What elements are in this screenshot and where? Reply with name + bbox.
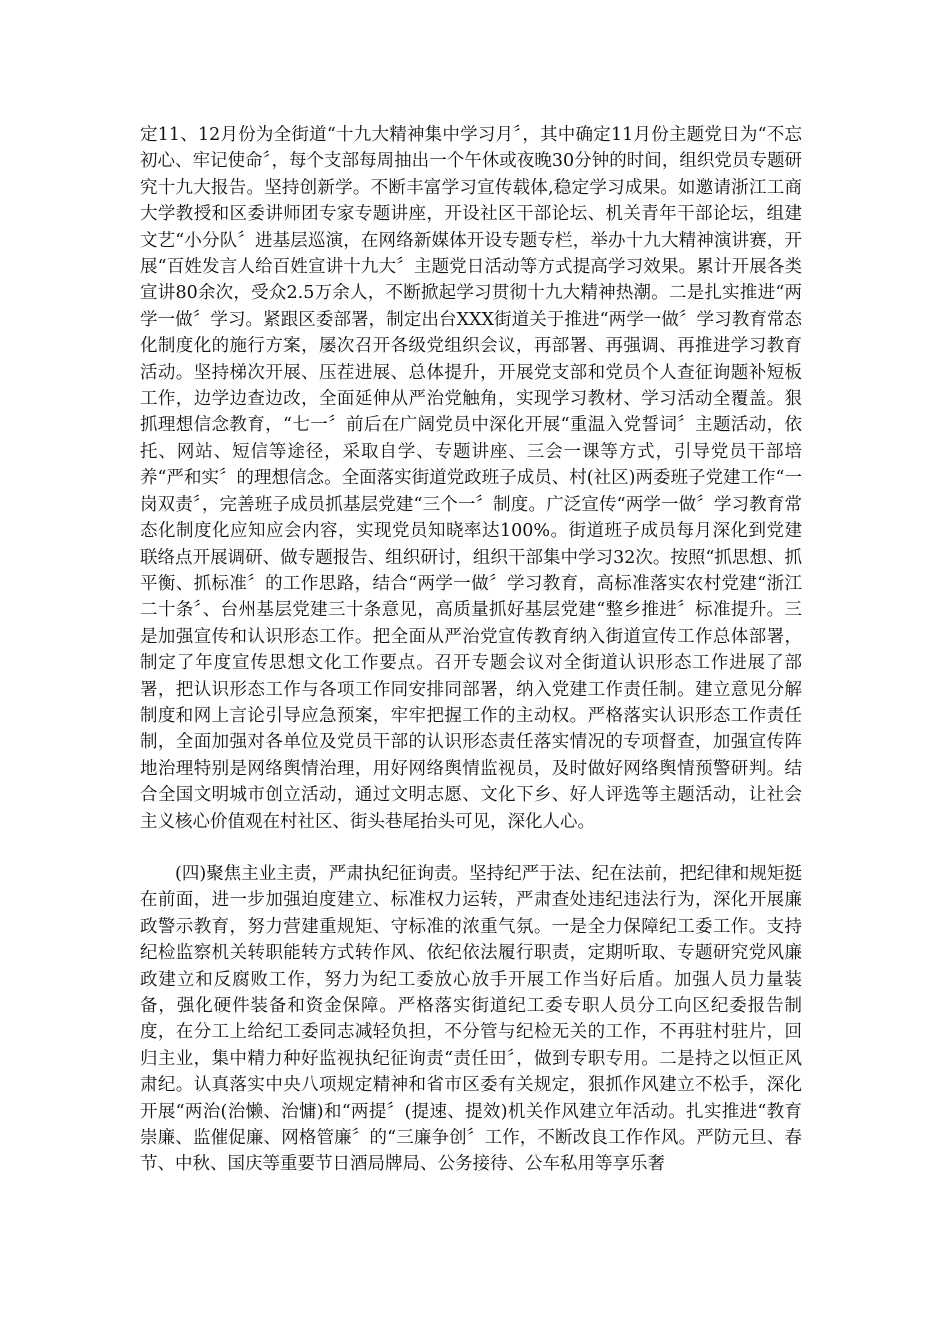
- paragraph-discipline-inspection: (四)聚焦主业主责，严肃执纪征询责。坚持纪严于法、纪在法前，把纪律和规矩挺在前面，进一步加强迫度建立、标准权力运转，严肃查处违纪违法行为，深化开展廉政警示教育，努力营建重规矩、守标准的浓重气氛。一是全力保障纪工委工作。支持纪检监察机关转职能转方式转作风、依纪依法履行职责，定期听取、专题研究党风廉政建立和反腐败工作，努力为纪工委放心放手开展工作当好后盾。加强人员力量装备，强化硬件装备和资金保障。严格落实街道纪工委专职人员分工向区纪委报告制度，在分工上给纪工委同志减轻负担，不分管与纪检无关的工作，不再驻村驻片，回归主业，集中精力种好监视执纪征询责“责任田〞，做到专职专用。二是持之以恒正风肃纪。认真落实中央八项规定精神和省市区委有关规定，狠抓作风建立不松手，深化开展“两治(治懒、治慵)和“两提〞(提速、提效)机关作风建立年活动。扎实推进“教育崇廉、监催促廉、网格管廉〞的“三廉争创〞工作，不断改良工作作风。严防元旦、春节、中秋、国庆等重要节日酒局牌局、公务接待、公车私用等享乐奢: [140, 863, 802, 1175]
- paragraph-study-propaganda: 定11、12月份为全街道“十九大精神集中学习月〞，其中确定11月份主题党日为“不忘初心、牢记使命〞，每个支部每周抽出一个午休或夜晚30分钟的时间，组织党员专题研究十九大报告。坚持创新学。不断丰富学习宣传载体,稳定学习成果。如邀请浙江工商大学教授和区委讲师团专家专题讲座，开设社区干部论坛、机关青年干部论坛，组建文艺“小分队〞进基层巡演，在网络新媒体开设专题专栏，举办十九大精神演讲赛，开展“百姓发言人给百姓宣讲十九大〞主题党日活动等方式提高学习效果。累计开展各类宣讲80余次，受众2.5万余人，不断掀起学习贯彻十九大精神热潮。二是扎实推进“两学一做〞学习。紧跟区委部署，制定出台XXX街道关于推进“两学一做〞学习教育常态化制度化的施行方案，屡次召开各级党组织会议，再部署、再强调、再推进学习教育活动。坚持梯次开展、压茬进展、总体提升，开展党支部和党员个人查征询题补短板工作，边学边查边改，全面延伸从严治党触角，实现学习教材、学习活动全覆盖。狠抓理想信念教育，“七一〞前后在广阔党员中深化开展“重温入党誓词〞主题活动，依托、网站、短信等途径，采取自学、专题讲座、三会一课等方式，引导党员干部培养“严和实〞的理想信念。全面落实街道党政班子成员、村(社区)两委班子党建工作“一岗双责〞，完善班子成员抓基层党建“三个一〞制度。广泛宣传“两学一做〞学习教育常态化制度化应知应会内容，实现党员知晓率达100%。街道班子成员每月深化到党建联络点开展调研、做专题报告、组织研讨，组织干部集中学习32次。按照“抓思想、抓平衡、抓标准〞的工作思路，结合“两学一做〞学习教育，高标准落实农村党建“浙江二十条〞、台州基层党建三十条意见，高质量抓好基层党建“整乡推进〞标准提升。三是加强宣传和认识形态工作。把全面从严治党宣传教育纳入街道宣传工作总体部署，制定了年度宣传思想文化工作要点。召开专题会议对全街道认识形态工作进展了部署，把认识形态工作与各项工作同安排同部署，纳入党建工作责任制。建立意见分解制度和网上言论引导应急预案，牢牢把握工作的主动权。严格落实认识形态工作责任制，全面加强对各单位及党员干部的认识形态责任落实情况的专项督查，加强宣传阵地治理特别是网络舆情治理，用好网络舆情监视员，及时做好网络舆情预警研判。结合全国文明城市创立活动，通过文明志愿、文化下乡、好人评选等主题活动，让社会主义核心价值观在村社区、街头巷尾抬头可见，深化人心。: [140, 125, 802, 832]
- document-body: [140, 122, 802, 1178]
